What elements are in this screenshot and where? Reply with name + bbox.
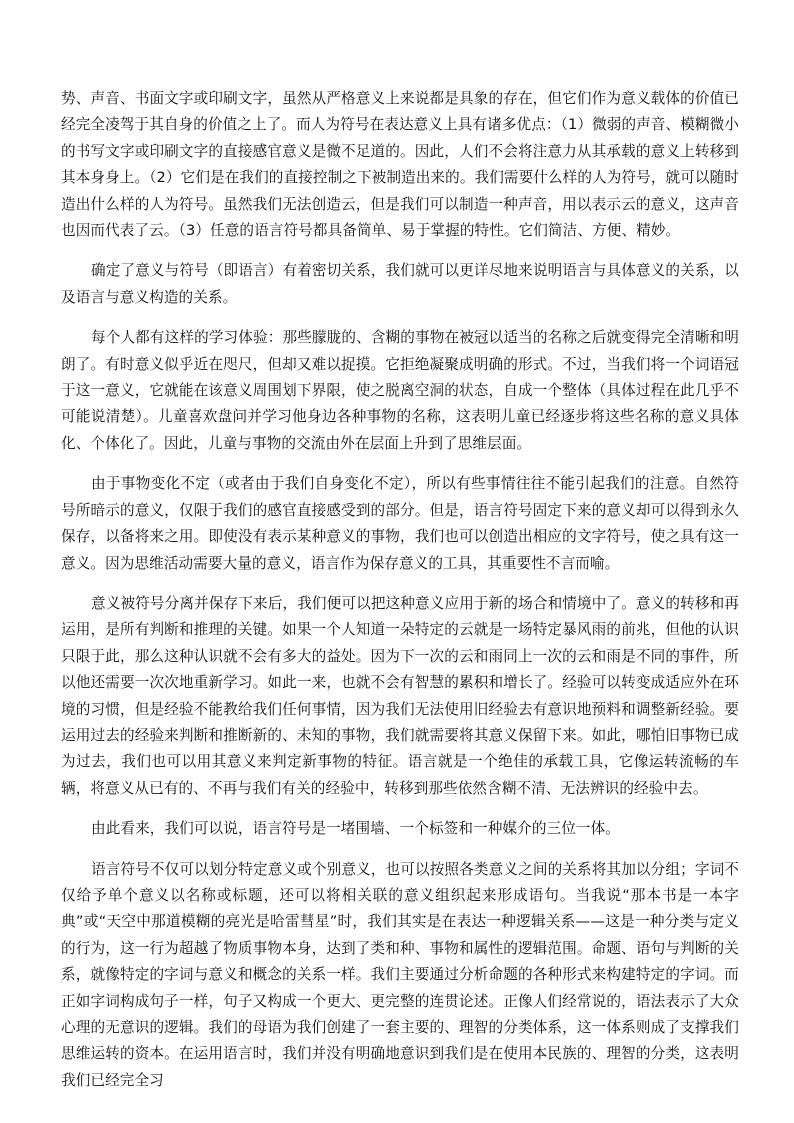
paragraph-4: 由于事物变化不定（或者由于我们自身变化不定），所以有些事情往往不能引起我们的注意。自然符号所暗示的意义，仅限于我们的感官直接感受到的部分。但是，语言符号固定下来的意义却可以得到永久保存，以备将来之用。即使没有表示某种意义的事物，我们也可以创造出相应的文字符号，使之具有这一意义。因为思维活动需要大量的意义，语言作为保存意义的工具，其重要性不言而喻。 xyxy=(61,475,739,572)
document-page xyxy=(61,86,739,1108)
paragraph-7: 语言符号不仅可以划分特定意义或个别意义，也可以按照各类意义之间的关系将其加以分组；字词不仅给予单个意义以名称或标题，还可以将相关联的意义组织起来形成语句。当我说“那本书是一本字典”或“天空中那道模糊的亮光是哈雷彗星”时，我们其实是在表达一种逻辑关系——这是一种分类与定义的行为，这一行为超越了物质事物本身，达到了类和种、事物和属性的逻辑范围。命题、语句与判断的关系，就像特定的字词与意义和概念的关系一样。我们主要通过分析命题的各种形式来构建特定的字词。而正如字词构成句子一样，句子又构成一个更大、更完整的连贯论述。正像人们经常说的，语法表示了大众心理的无意识的逻辑。我们的母语为我们创建了一套主要的、理智的分类体系，这一体系则成了支撑我们思维运转的资本。在运用语言时，我们并没有明确地意识到我们是在使用本民族的、理智的分类，这表明我们已经完全习 xyxy=(61,860,739,1089)
paragraph-2: 确定了意义与符号（即语言）有着密切关系，我们就可以更详尽地来说明语言与具体意义的关系，以及语言与意义构造的关系。 xyxy=(61,262,739,306)
paragraph-3: 每个人都有这样的学习体验：那些朦胧的、含糊的事物在被冠以适当的名称之后就变得完全清晰和明朗了。有时意义似乎近在咫尺，但却又难以捉摸。它拒绝凝聚成明确的形式。不过，当我们将一个词语冠于这一意义，它就能在该意义周围划下界限，使之脱离空洞的状态，自成一个整体（具体过程在此几乎不可能说清楚）。儿童喜欢盘问并学习他身边各种事物的名称，这表明儿童已经逐步将这些名称的意义具体化、个体化了。因此，儿童与事物的交流由外在层面上升到了思维层面。 xyxy=(61,329,739,452)
paragraph-6: 由此看来，我们可以说，语言符号是一堵围墙、一个标签和一种媒介的三位一体。 xyxy=(91,820,620,838)
paragraph-5: 意义被符号分离并保存下来后，我们便可以把这种意义应用于新的场合和情境中了。意义的转移和再运用，是所有判断和推理的关键。如果一个人知道一朵特定的云就是一场特定暴风雨的前兆，但他的认识只限于此，那么这种认识就不会有多大的益处。因为下一次的云和雨同上一次的云和雨是不同的事件，所以他还需要一次次地重新学习。如此一来，也就不会有智慧的累积和增长了。经验可以转变成适应外在环境的习惯，但是经验不能教给我们任何事情，因为我们无法使用旧经验去有意识地预料和调整新经验。要运用过去的经验来判断和推断新的、未知的事物，我们就需要将其意义保留下来。如此，哪怕旧事物已成为过去，我们也可以用其意义来判定新事物的特征。语言就是一个绝佳的承载工具，它像运转流畅的车辆，将意义从已有的、不再与我们有关的经验中，转移到那些依然含糊不清、无法辨识的经验中去。 xyxy=(61,594,739,797)
paragraph-1: 势、声音、书面文字或印刷文字，虽然从严格意义上来说都是具象的存在，但它们作为意义载体的价值已经完全凌驾于其自身的价值之上了。而人为符号在表达意义上具有诸多优点：（1）微弱的声音、模糊微小的书写文字或印刷文字的直接感官意义是微不足道的。因此，人们不会将注意力从其承载的意义上转移到其本身身上。（2）它们是在我们的直接控制之下被制造出来的。我们需要什么样的人为符号，就可以随时造出什么样的人为符号。虽然我们无法创造云，但是我们可以制造一种声音，用以表示云的意义，这声音也因而代表了云。（3）任意的语言符号都具备简单、易于掌握的特性。它们简洁、方便、精妙。 xyxy=(61,90,740,240)
